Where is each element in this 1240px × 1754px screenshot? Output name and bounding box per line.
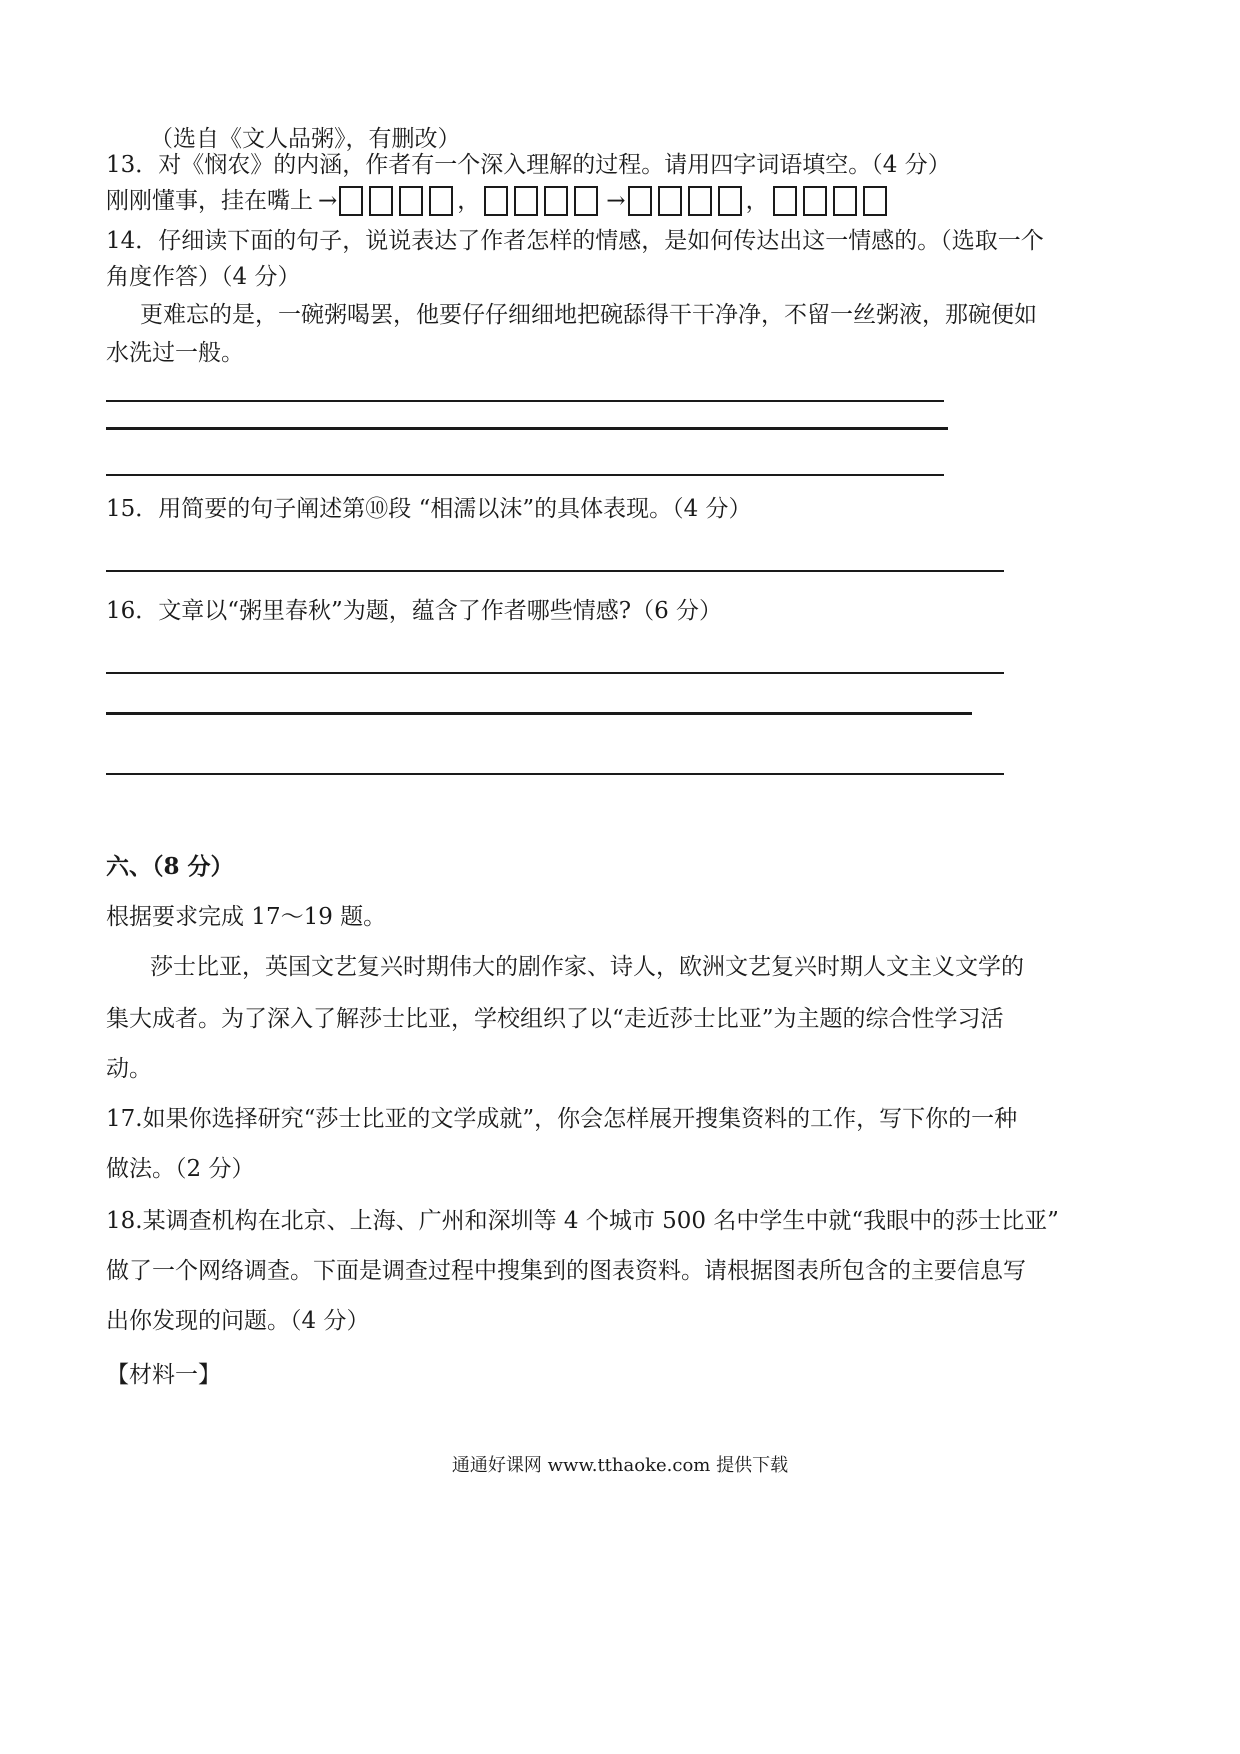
- answer-box[interactable]: [863, 186, 887, 216]
- q14-stem-line1: 14．仔细读下面的句子，说说表达了作者怎样的情感，是如何传达出这一情感的。（选取一个: [106, 228, 1044, 254]
- answer-box[interactable]: [803, 186, 827, 216]
- answer-line[interactable]: [106, 672, 1004, 674]
- q17-line1: 17.如果你选择研究“莎士比亚的文学成就”，你会怎样展开搜集资料的工作，写下你的一种: [106, 1106, 1018, 1132]
- answer-box-group-1[interactable]: [339, 186, 459, 216]
- answer-box[interactable]: [628, 186, 652, 216]
- page-footer: 通通好课网 www.tthaoke.com 提供下载: [451, 1455, 789, 1476]
- q14-stem-line2: 角度作答）（4 分）: [106, 264, 301, 290]
- answer-line[interactable]: [106, 400, 944, 402]
- intro-line2: 集大成者。为了深入了解莎士比亚，学校组织了以“走近莎士比亚”为主题的综合性学习活: [106, 1006, 1004, 1032]
- arrow-icon: →: [318, 188, 338, 214]
- comma: ，: [457, 188, 481, 214]
- answer-box-group-3[interactable]: [628, 186, 748, 216]
- q13-prefix: 刚刚懂事，挂在嘴上: [106, 188, 313, 214]
- answer-box[interactable]: [658, 186, 682, 216]
- answer-box-group-4[interactable]: [773, 186, 893, 216]
- answer-line[interactable]: [106, 427, 948, 430]
- answer-box[interactable]: [369, 186, 393, 216]
- section-instruction: 根据要求完成 17～19 题。: [106, 904, 387, 930]
- answer-box[interactable]: [514, 186, 538, 216]
- q13-answer-boxes: [316, 186, 893, 216]
- answer-box[interactable]: [688, 186, 712, 216]
- intro-line3: 动。: [106, 1056, 152, 1082]
- q18-line3: 出你发现的问题。（4 分）: [106, 1308, 370, 1334]
- source-note: （选自《文人品粥》，有删改）: [150, 126, 461, 152]
- section-heading: 六、（8 分）: [106, 853, 234, 880]
- q16-stem: 16．文章以“粥里春秋”为题，蕴含了作者哪些情感?（6 分）: [106, 598, 723, 624]
- q14-quote-line1: 更难忘的是，一碗粥喝罢，他要仔仔细细地把碗舔得干干净净，不留一丝粥液，那碗便如: [140, 302, 1037, 328]
- q18-line1: 18.某调查机构在北京、上海、广州和深圳等 4 个城市 500 名中学生中就“我眼中的莎士比亚”: [106, 1208, 1059, 1234]
- intro-line1: 莎士比亚，英国文艺复兴时期伟大的剧作家、诗人，欧洲文艺复兴时期人文主义文学的: [150, 954, 1024, 980]
- comma: ，: [745, 188, 769, 214]
- answer-line[interactable]: [106, 474, 944, 476]
- answer-line[interactable]: [106, 773, 1004, 775]
- answer-box-group-2[interactable]: [484, 186, 604, 216]
- answer-box[interactable]: [339, 186, 363, 216]
- q15-stem: 15．用简要的句子阐述第⑩段 “相濡以沫”的具体表现。（4 分）: [106, 496, 752, 522]
- answer-box[interactable]: [484, 186, 508, 216]
- q18-line2: 做了一个网络调查。下面是调查过程中搜集到的图表资料。请根据图表所包含的主要信息写: [106, 1258, 1026, 1284]
- answer-box[interactable]: [773, 186, 797, 216]
- answer-box[interactable]: [718, 186, 742, 216]
- q13-stem: 13．对《悯农》的内涵，作者有一个深入理解的过程。请用四字词语填空。（4 分）: [106, 152, 951, 178]
- q17-line2: 做法。（2 分）: [106, 1156, 255, 1182]
- answer-box[interactable]: [544, 186, 568, 216]
- material-label: 【材料一】: [106, 1362, 221, 1388]
- arrow-icon: →: [606, 188, 626, 214]
- answer-box[interactable]: [399, 186, 423, 216]
- answer-box[interactable]: [429, 186, 453, 216]
- answer-line[interactable]: [106, 570, 1004, 572]
- answer-box[interactable]: [833, 186, 857, 216]
- q14-quote-line2: 水洗过一般。: [106, 340, 244, 366]
- answer-box[interactable]: [574, 186, 598, 216]
- answer-line[interactable]: [106, 712, 972, 715]
